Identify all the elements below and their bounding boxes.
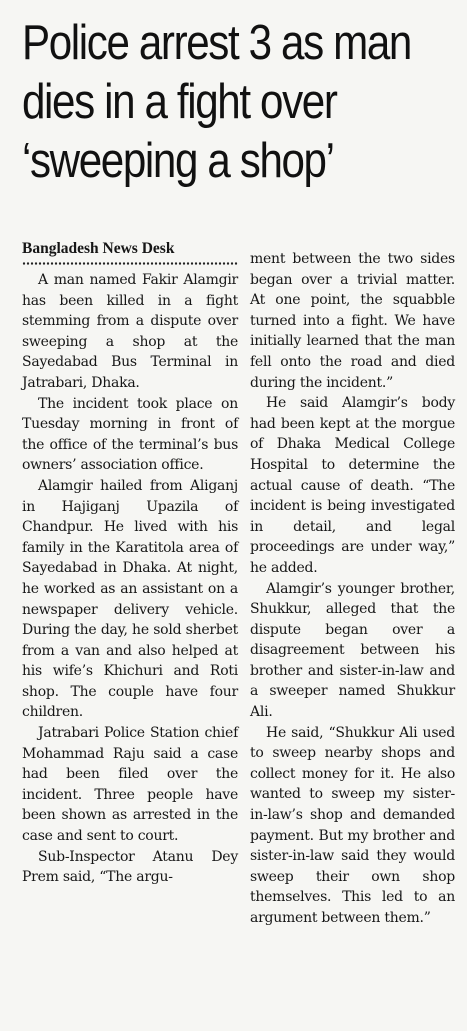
headline-line-1: Police arrest 3 as man [22, 16, 411, 70]
byline: Bangladesh News Desk [22, 240, 175, 257]
paragraph: The incident took place on Tuesday morning in front of the office of the terminal’s bus owners’ association office. [22, 395, 238, 474]
dotted-divider [22, 262, 238, 265]
paragraph: Alamgir hailed from Aliganj in Hajiganj Upazila of Chandpur. He lived with his family in the Karatitola area of Sayedabad in Dhaka. At night, he worked as an assistant on a newspaper delivery vehicle. During the day, he sold sherbet from a van and also helped at his wife’s Khichuri and Roti shop. The couple have four children. [22, 477, 238, 721]
paragraph: ment between the two sides began over a trivial matter. At one point, the squabble turned into a fight. We have initially learned that the man fell onto the road and died during the incident.” [250, 251, 455, 391]
paragraph: Alamgir’s younger brother, Shukkur, alleged that the dispute began over a disagreement between his brother and sister-in-law and a sweeper named Shukkur Ali. [250, 580, 455, 721]
paragraph: Jatrabari Police Station chief Mohammad Raju said a case had been filed over the incident. Three people have been shown as arrested in the case and sent to court. [22, 725, 238, 845]
headline-line-2: dies in a fight over [22, 75, 337, 129]
paragraph: He said Alamgir’s body had been kept at the morgue of Dhaka Medical College Hospital to determine the actual cause of death. “The incident is being investigated in detail, and legal proceedings are under way,” he added. [250, 395, 455, 576]
article-column-2 [250, 249, 455, 929]
article-column-1 [22, 270, 238, 888]
paragraph: Sub-Inspector Atanu Dey Prem said, “The argu- [22, 848, 238, 886]
paragraph: He said, “Shukkur Ali used to sweep nearby shops and collect money for it. He also wanted to sweep my sister-in-law’s shop and demanded payment. But my brother and sister-in-law said they would sweep their own shop themselves. This led to an argument between them.” [250, 724, 455, 926]
paragraph: A man named Fakir Alamgir has been killed in a fight stemming from a dispute over sweeping a shop at the Sayedabad Bus Terminal in Jatrabari, Dhaka. [22, 272, 238, 391]
headline [22, 14, 411, 191]
headline-line-3: ‘sweeping a shop’ [22, 134, 334, 188]
